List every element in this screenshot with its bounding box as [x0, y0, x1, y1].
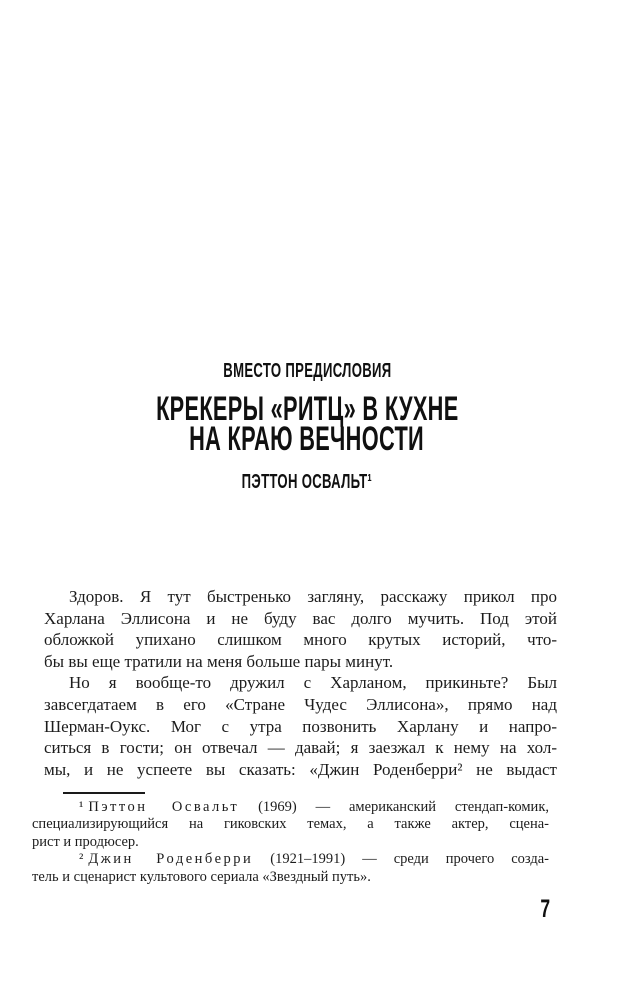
- footnote-line: [32, 851, 549, 868]
- footnotes: [32, 799, 549, 886]
- body-line: мы, и не успеете вы сказать: «Джин Роденберри² не выдаст: [44, 759, 557, 779]
- section-kicker: [0, 359, 614, 383]
- body-line: Здоров. Я тут быстренько загляну, расскажу прикол про: [69, 587, 557, 606]
- page-number: [468, 897, 550, 922]
- chapter-title: [0, 390, 614, 458]
- footnote-person-name: Джин Роденберри: [88, 851, 254, 868]
- footnote-marker: ¹: [79, 799, 84, 815]
- body-line: ситься в гости; он отвечал — давай; я заезжал к нему на хол-: [44, 738, 557, 758]
- footnote-separator: [63, 792, 145, 794]
- footnote-line: рист и продюсер.: [32, 833, 139, 850]
- chapter-title-text-1: КРЕКЕРЫ «РИТЦ» В КУХНЕ: [155, 390, 459, 428]
- body-line: бы вы еще тратили на меня больше пары минут.: [44, 651, 394, 671]
- footnote-person-name: Пэттон Освальт: [88, 799, 240, 815]
- footnote-text: (1921–1991) — среди прочего созда-: [253, 851, 549, 868]
- body-line: обложкой упихано слишком много крутых историй, что-: [44, 630, 557, 650]
- footnote-line: тель и сценарист культового сериала «Звездный путь».: [32, 868, 371, 885]
- body-line: завсегдатаем в его «Стране Чудес Эллисона», прямо над: [44, 694, 557, 714]
- chapter-title-text-2: НА КРАЮ ВЕЧНОСТИ: [189, 420, 425, 458]
- author-byline: [0, 470, 614, 494]
- page-number-text: 7: [539, 895, 550, 923]
- footnote-line: [32, 799, 549, 816]
- author-name: ПЭТТОН ОСВАЛЬТ¹: [241, 470, 373, 493]
- footnote-line: специализирующийся на гиковских темах, а также актер, сцена-: [32, 816, 549, 833]
- footnote-text: (1969) — американский стендап-комик,: [239, 799, 549, 815]
- section-kicker-text: ВМЕСТО ПРЕДИСЛОВИЯ: [222, 359, 392, 382]
- footnote-marker: ²: [79, 851, 84, 868]
- body-line: Шерман-Оукс. Мог с утра позвонить Харлану и напро-: [44, 716, 557, 736]
- chapter-title-line: [0, 420, 614, 458]
- body-line: Но я вообще-то дружил с Харланом, прикиньте? Был: [69, 673, 557, 693]
- body-line: Харлана Эллисона и не буду вас долго мучить. Под этой: [44, 608, 557, 628]
- body-text: [44, 586, 557, 780]
